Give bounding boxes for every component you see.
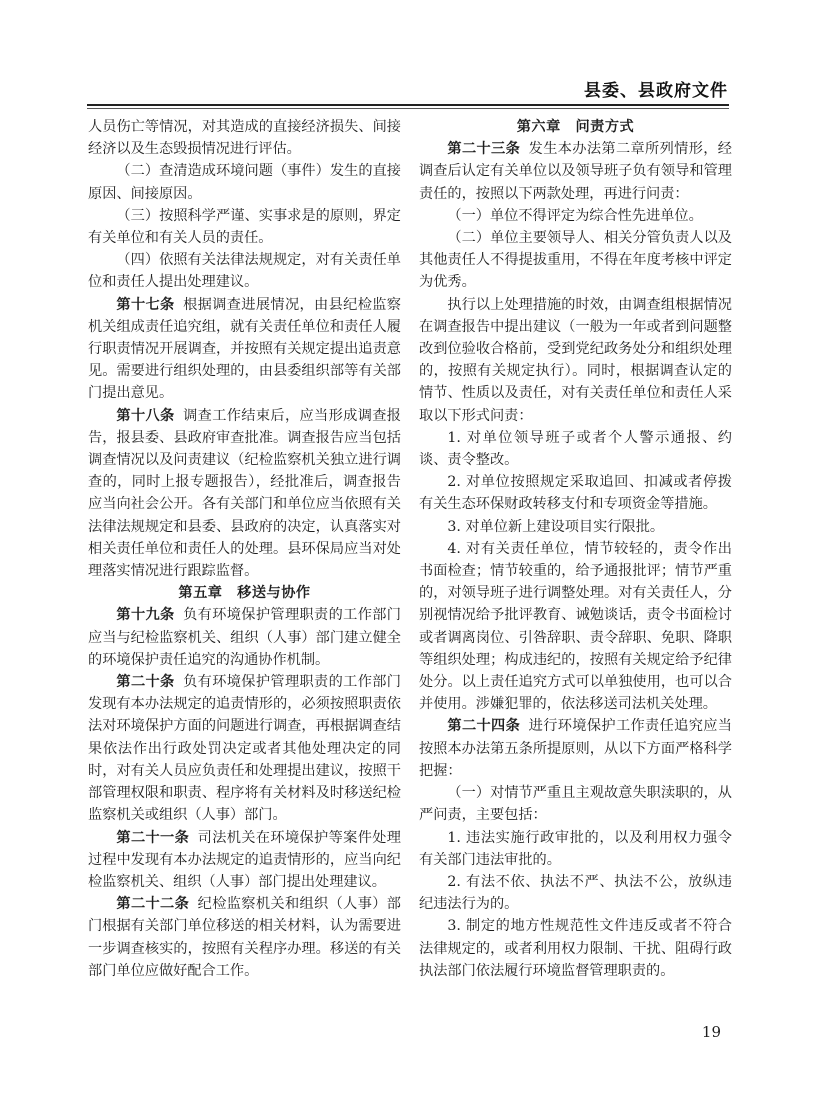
article-24 [419, 715, 732, 782]
paragraph: （四）依照有关法律法规规定，对有关责任单位和责任人提出处理建议。 [88, 252, 401, 291]
left-column [88, 116, 401, 982]
right-column [419, 116, 732, 982]
article-22 [88, 893, 401, 982]
article-title: 第二十三条 [447, 141, 521, 158]
article-text: 根据调查进展情况，由县纪检监察机关组成责任追究组，就有关责任单位和责任人履行职责情况开展调查，并按照有关规定提出追责意见。需要进行组织处理的，由县委组织部等有关部门提出意见。 [88, 296, 401, 402]
article-20 [88, 671, 401, 826]
article-19 [88, 604, 401, 671]
article-title: 第十八条 [116, 407, 175, 424]
header-rule [87, 104, 729, 106]
chapter-6-heading: 第六章 问责方式 [516, 119, 635, 135]
list-item: 3. 对单位新上建设项目实行限批。 [447, 518, 665, 535]
running-header-title: 县委、县政府文件 [584, 81, 728, 101]
header-rule-thin [87, 108, 729, 109]
paragraph: 执行以上处理措施的时效，由调查组根据情况在调查报告中提出建议（一般为一年或者到问题整改到位验收合格前，受到党纪政务处分和组织处理的，按照有关规定执行）。同时，根据调查认定的情节、性质以及责任，对有关责任单位和责任人采取以下形式问责： [419, 296, 732, 424]
article-17 [88, 294, 401, 405]
article-21 [88, 827, 401, 894]
chapter-5-heading: 第五章 移送与协作 [178, 585, 311, 602]
list-item: 2. 对单位按照规定采取追回、扣减或者停拨有关生态环保财政转移支付和专项资金等措施。 [419, 474, 732, 513]
list-item: 3. 制定的地方性规范性文件违反或者不符合法律规定的，或者利用权力限制、干扰、阻碍行政执法部门依法履行环境监督管理职责的。 [419, 918, 732, 979]
article-text: 纪检监察机关和组织（人事）部门根据有关部门单位移送的相关材料，认为需要进一步调查核实的，按照有关程序办理。移送的有关部门单位应做好配合工作。 [88, 896, 401, 979]
article-title: 第二十条 [116, 674, 175, 691]
paragraph: （一）对情节严重且主观故意失职渎职的，从严问责，主要包括： [419, 785, 732, 824]
article-text: 负有环境保护管理职责的工作部门应当与纪检监察机关、组织（人事）部门建立健全的环境保护责任追究的沟通协作机制。 [88, 607, 401, 668]
article-23 [419, 138, 732, 205]
article-text: 发生本办法第二章所列情形，经调查后认定有关单位以及领导班子负有领导和管理责任的，按照以下两款处理，再进行问责： [419, 141, 732, 202]
paragraph: （三）按照科学严谨、实事求是的原则，界定有关单位和有关人员的责任。 [88, 207, 401, 247]
paragraph: 人员伤亡等情况，对其造成的直接经济损失、间接经济以及生态毁损情况进行评估。 [88, 119, 401, 158]
article-text: 司法机关在环境保护等案件处理过程中发现有本办法规定的追责情形的，应当向纪检监察机关、组织（人事）部门提出处理建议。 [88, 829, 401, 890]
article-title: 第二十二条 [116, 896, 190, 913]
list-item: 1. 对单位领导班子或者个人警示通报、约谈、责令整改。 [419, 429, 732, 469]
list-item: 2. 有法不依、执法不严、执法不公，放纵违纪违法行为的。 [419, 873, 732, 913]
article-text: 进行环境保护工作责任追究应当按照本办法第五条所提原则，从以下方面严格科学把握： [419, 718, 732, 779]
paragraph: （一）单位不得评定为综合性先进单位。 [447, 207, 703, 224]
article-text: 负有环境保护管理职责的工作部门发现有本办法规定的追责情形的，必须按照职责依法对环境保护方面的问题进行调查，再根据调查结果依法作出行政处罚决定或者其他处理决定的同时，对有关人员应负责任和处理提出建议，按照干部管理权限和职责、程序将有关材料及时移送纪检监察机关或组织（人事）部门。 [88, 674, 401, 824]
article-title: 第十七条 [116, 296, 175, 313]
article-18 [88, 405, 401, 583]
list-item: 1. 违法实施行政审批的，以及利用权力强令有关部门违法审批的。 [419, 829, 732, 868]
paragraph: （二）单位主要领导人、相关分管负责人以及其他责任人不得提拔重用，不得在年度考核中评定为优秀。 [419, 230, 732, 291]
article-title: 第二十一条 [116, 829, 190, 846]
list-item: 4. 对有关责任单位，情节较轻的，责令作出书面检查；情节较重的，给予通报批评；情节严重的，对领导班子进行调整处理。对有关责任人，分别视情况给予批评教育、诫勉谈话，责令书面检讨或者调离岗位、引咎辞职、责令辞职、免职、降职等组织处理；构成违纪的，按照有关规定给予纪律处分。以上责任追究方式可以单独使用，也可以合并使用。涉嫌犯罪的，依法移送司法机关处理。 [419, 540, 732, 713]
paragraph: （二）查清造成环境问题（事件）发生的直接原因、间接原因。 [88, 163, 401, 202]
article-title: 第二十四条 [447, 718, 521, 735]
article-text: 调查工作结束后，应当形成调查报告，报县委、县政府审查批准。调查报告应当包括调查情况以及问责建议（纪检监察机关独立进行调查的，同时上报专题报告），经批准后，调查报告应当向社会公开。各有关部门和单位应当依照有关法律法规规定和县委、县政府的决定，认真落实对相关责任单位和责任人的处理。县环保局应当对处理落实情况进行跟踪监督。 [88, 407, 401, 580]
article-title: 第十九条 [116, 607, 175, 624]
page-number: 19 [701, 1023, 721, 1041]
